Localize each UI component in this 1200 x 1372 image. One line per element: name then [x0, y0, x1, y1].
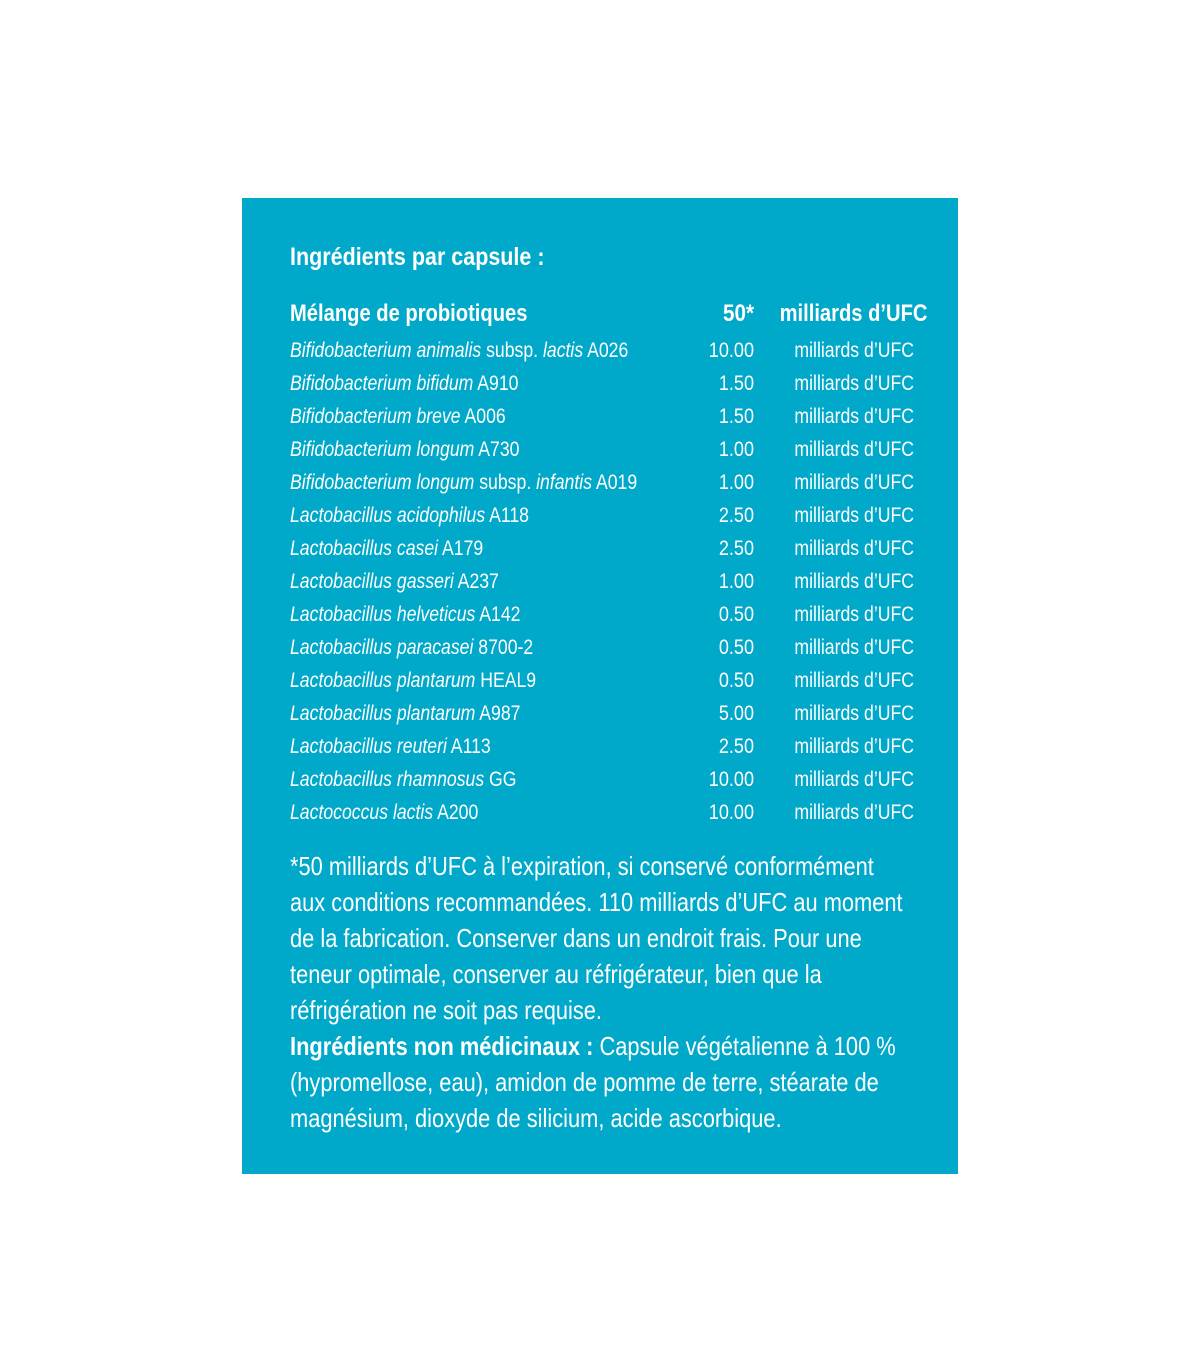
probiotic-table — [290, 296, 928, 829]
subspecies-marker: subsp. — [481, 339, 543, 362]
strain-code: A113 — [446, 735, 491, 758]
species-name: Lactobacillus helveticus — [290, 603, 476, 626]
strain-amount: 10.00 — [708, 801, 754, 824]
strain-amount: 0.50 — [718, 636, 754, 659]
strain-amount: 10.00 — [708, 768, 754, 791]
non-medicinal-label: Ingrédients non médicinaux : — [290, 1031, 594, 1061]
table-row — [290, 400, 914, 433]
species-name: Lactobacillus acidophilus — [290, 504, 486, 527]
strain-name — [290, 763, 516, 796]
strain-unit: milliards d’UFC — [794, 504, 914, 527]
species-name: Lactobacillus reuteri — [290, 735, 447, 758]
strain-amount: 1.50 — [718, 405, 754, 428]
table-row — [290, 697, 914, 730]
strain-name — [290, 367, 518, 400]
subspecies-name: lactis — [542, 339, 584, 362]
strain-unit: milliards d’UFC — [794, 768, 914, 791]
strain-name — [290, 565, 499, 598]
strain-name — [290, 433, 519, 466]
strain-code: GG — [484, 768, 517, 791]
strain-name — [290, 697, 520, 730]
strain-code: A118 — [485, 504, 529, 527]
strain-unit: milliards d’UFC — [794, 636, 914, 659]
strain-name — [290, 796, 478, 829]
strain-unit: milliards d’UFC — [794, 570, 914, 593]
strain-unit: milliards d’UFC — [794, 669, 914, 692]
species-name: Bifidobacterium bifidum — [290, 372, 474, 395]
header-amount: 50* — [722, 300, 754, 327]
strain-code: A019 — [592, 471, 638, 494]
strain-amount: 2.50 — [718, 537, 754, 560]
strain-name — [290, 466, 637, 499]
species-name: Bifidobacterium longum — [290, 438, 475, 461]
strain-amount: 5.00 — [718, 702, 754, 725]
species-name: Bifidobacterium animalis — [290, 339, 482, 362]
species-name: Lactobacillus paracasei — [290, 636, 474, 659]
non-medicinal-text: Capsule végétalienne à 100 % (hypromellose, eau), amidon de pomme de terre, stéarate de magnésium, dioxyde de silicium, acide ascorbique. — [290, 1031, 896, 1133]
strain-code: A237 — [453, 570, 499, 593]
footnote-text: *50 milliards d’UFC à l’expiration, si conservé conformément aux conditions recommandées. 110 milliards d’UFC au moment de la fabrication. Conserver dans un endroit frais. Pour une teneur optimale, conserver au réfrigérateur, bien que la réfrigération ne soit pas requise. — [290, 851, 903, 1025]
strain-code: A179 — [438, 537, 484, 560]
strain-code: A026 — [583, 339, 629, 362]
strain-code: A200 — [433, 801, 479, 824]
species-name: Lactobacillus gasseri — [290, 570, 454, 593]
strain-amount: 2.50 — [718, 735, 754, 758]
strain-amount: 1.50 — [718, 372, 754, 395]
strain-name — [290, 334, 628, 367]
table-row — [290, 433, 914, 466]
strain-code: A142 — [475, 603, 521, 626]
table-row — [290, 499, 914, 532]
species-name: Lactobacillus rhamnosus — [290, 768, 485, 791]
ingredients-panel — [242, 198, 958, 1174]
strain-unit: milliards d’UFC — [794, 339, 914, 362]
table-row — [290, 367, 914, 400]
species-name: Lactococcus lactis — [290, 801, 434, 824]
strain-code: A910 — [473, 372, 519, 395]
species-name: Lactobacillus casei — [290, 537, 439, 560]
strain-amount: 1.00 — [718, 570, 754, 593]
header-name: Mélange de probiotiques — [290, 300, 528, 327]
species-name: Lactobacillus plantarum — [290, 669, 476, 692]
strain-name — [290, 730, 491, 763]
table-row — [290, 664, 914, 697]
species-name: Bifidobacterium longum — [290, 471, 475, 494]
strain-name — [290, 499, 529, 532]
strain-unit: milliards d’UFC — [794, 801, 914, 824]
strain-amount: 10.00 — [708, 339, 754, 362]
species-name: Lactobacillus plantarum — [290, 702, 476, 725]
subspecies-marker: subsp. — [474, 471, 537, 494]
strain-amount: 1.00 — [718, 471, 754, 494]
table-row — [290, 730, 914, 763]
table-row — [290, 532, 914, 565]
strain-amount: 0.50 — [718, 669, 754, 692]
table-row — [290, 334, 914, 367]
non-medicinal-ingredients — [290, 1028, 912, 1136]
strain-unit: milliards d’UFC — [794, 405, 914, 428]
strain-name — [290, 631, 533, 664]
strain-name — [290, 532, 483, 565]
strain-code: A730 — [474, 438, 520, 461]
table-row — [290, 466, 914, 499]
subspecies-name: infantis — [536, 471, 593, 494]
strain-unit: milliards d’UFC — [794, 372, 914, 395]
table-row — [290, 631, 914, 664]
strain-unit: milliards d’UFC — [794, 471, 914, 494]
strain-unit: milliards d’UFC — [794, 735, 914, 758]
species-name: Bifidobacterium breve — [290, 405, 461, 428]
strain-name — [290, 400, 506, 433]
strain-unit: milliards d’UFC — [794, 438, 914, 461]
strain-unit: milliards d’UFC — [794, 702, 914, 725]
table-body — [290, 334, 914, 829]
strain-name — [290, 598, 520, 631]
ingredients-heading: Ingrédients par capsule : — [290, 243, 545, 271]
footnote-block — [290, 848, 912, 1136]
strain-unit: milliards d’UFC — [794, 537, 914, 560]
strain-amount: 0.50 — [718, 603, 754, 626]
table-row — [290, 565, 914, 598]
header-unit: milliards d’UFC — [779, 300, 928, 327]
strain-amount: 1.00 — [718, 438, 754, 461]
table-row — [290, 763, 914, 796]
strain-code: HEAL9 — [475, 669, 537, 692]
strain-unit: milliards d’UFC — [794, 603, 914, 626]
strain-code: A987 — [475, 702, 521, 725]
strain-name — [290, 664, 536, 697]
table-row — [290, 796, 914, 829]
table-header-row — [290, 296, 928, 332]
strain-code: A006 — [460, 405, 506, 428]
strain-code: 8700-2 — [473, 636, 534, 659]
strain-amount: 2.50 — [718, 504, 754, 527]
table-row — [290, 598, 914, 631]
